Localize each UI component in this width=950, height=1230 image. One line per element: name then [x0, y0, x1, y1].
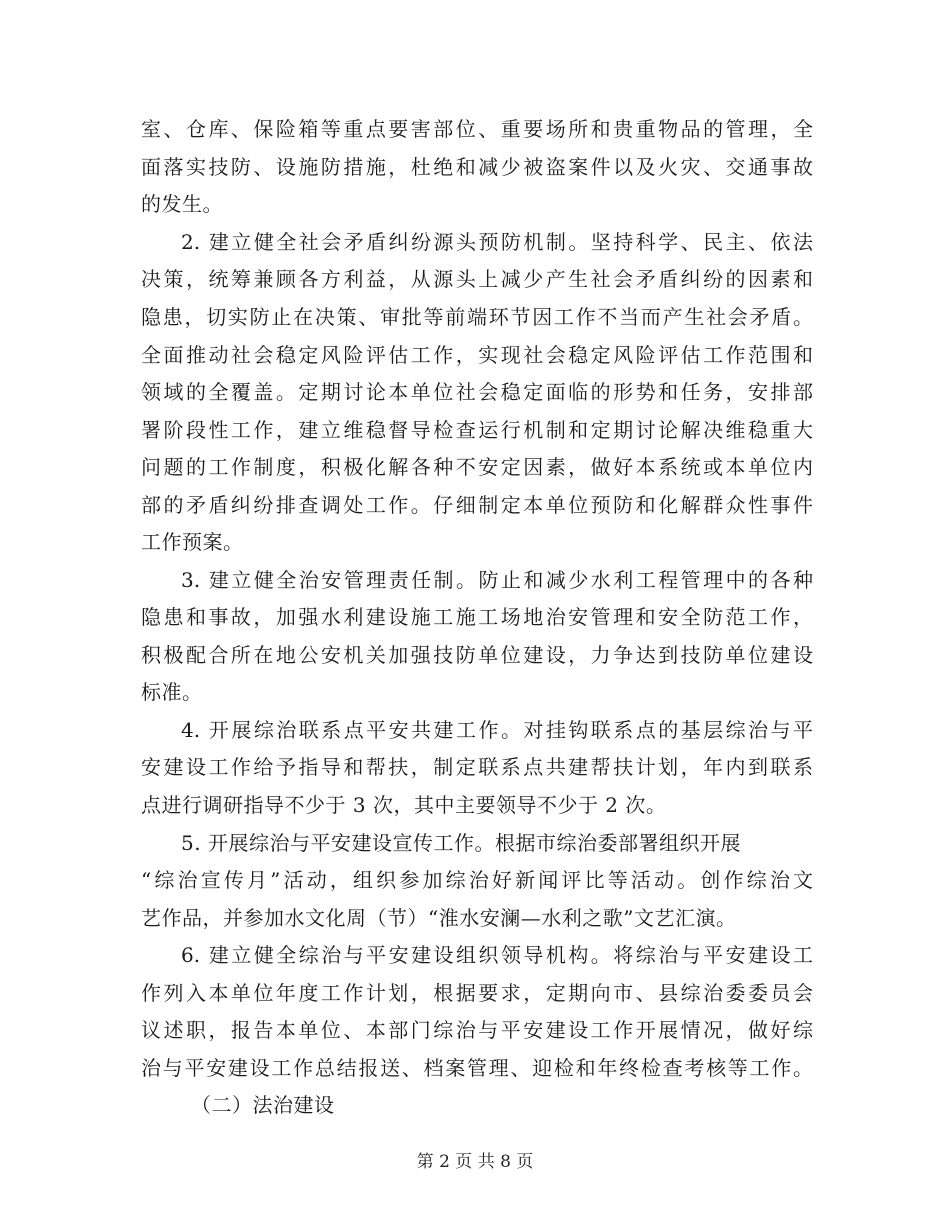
text-line: 署阶段性工作，建立维稳督导检查运行机制和定期讨论解决维稳重大 — [141, 418, 813, 442]
text-line: 全面推动社会稳定风险评估工作，实现社会稳定风险评估工作范围和 — [141, 343, 813, 367]
section-heading: （二）法治建设 — [191, 1093, 335, 1117]
text-line: 隐患，切实防止在决策、审批等前端环节因工作不当而产生社会矛盾。 — [141, 305, 813, 329]
paragraph-start: 3. 建立健全治安管理责任制。防止和减少水利工程管理中的各种 — [181, 568, 813, 592]
text-line: “综治宣传月”活动，组织参加综治好新闻评比等活动。创作综治文 — [141, 868, 813, 892]
page-footer: 第 2 页 共 8 页 — [416, 1152, 534, 1172]
text-line: 标准。 — [141, 680, 203, 704]
text-line: 领域的全覆盖。定期讨论本单位社会稳定面临的形势和任务，安排部 — [141, 380, 813, 404]
paragraph-start: 5. 开展综治与平安建设宣传工作。根据市综治委部署组织开展 — [181, 831, 741, 855]
paragraph-start: 2. 建立健全社会矛盾纠纷源头预防机制。坚持科学、民主、依法 — [181, 230, 813, 254]
text-line: 部的矛盾纠纷排查调处工作。仔细制定本单位预防和化解群众性事件 — [141, 493, 813, 517]
text-line: 安建设工作给予指导和帮扶，制定联系点共建帮扶计划，年内到联系 — [141, 755, 813, 779]
text-line: 艺作品，并参加水文化周（节）“淮水安澜—水利之歌”文艺汇演。 — [141, 906, 737, 930]
paragraph-start: 6. 建立健全综治与平安建设组织领导机构。将综治与平安建设工 — [181, 943, 813, 967]
text-line: 室、仓库、保险箱等重点要害部位、重要场所和贵重物品的管理，全 — [141, 117, 813, 141]
text-line: 工作预案。 — [141, 530, 244, 554]
text-line: 问题的工作制度，积极化解各种不安定因素，做好本系统或本单位内 — [141, 455, 813, 479]
text-line: 作列入本单位年度工作计划，根据要求，定期向市、县综治委委员会 — [141, 981, 813, 1005]
text-line: 治与平安建设工作总结报送、档案管理、迎检和年终检查考核等工作。 — [141, 1056, 813, 1080]
text-line: 积极配合所在地公安机关加强技防单位建设，力争达到技防单位建设 — [141, 643, 813, 667]
text-line: 隐患和事故，加强水利建设施工施工场地治安管理和安全防范工作， — [141, 605, 813, 629]
text-line: 点进行调研指导不少于 3 次，其中主要领导不少于 2 次。 — [141, 793, 667, 817]
paragraph-start: 4. 开展综治联系点平安共建工作。对挂钩联系点的基层综治与平 — [181, 718, 813, 742]
text-line: 决策，统筹兼顾各方利益，从源头上减少产生社会矛盾纠纷的因素和 — [141, 267, 813, 291]
text-line: 面落实技防、设施防措施，杜绝和减少被盗案件以及火灾、交通事故 — [141, 155, 813, 179]
text-line: 议述职，报告本单位、本部门综治与平安建设工作开展情况，做好综 — [141, 1018, 813, 1042]
text-line: 的发生。 — [141, 192, 223, 216]
